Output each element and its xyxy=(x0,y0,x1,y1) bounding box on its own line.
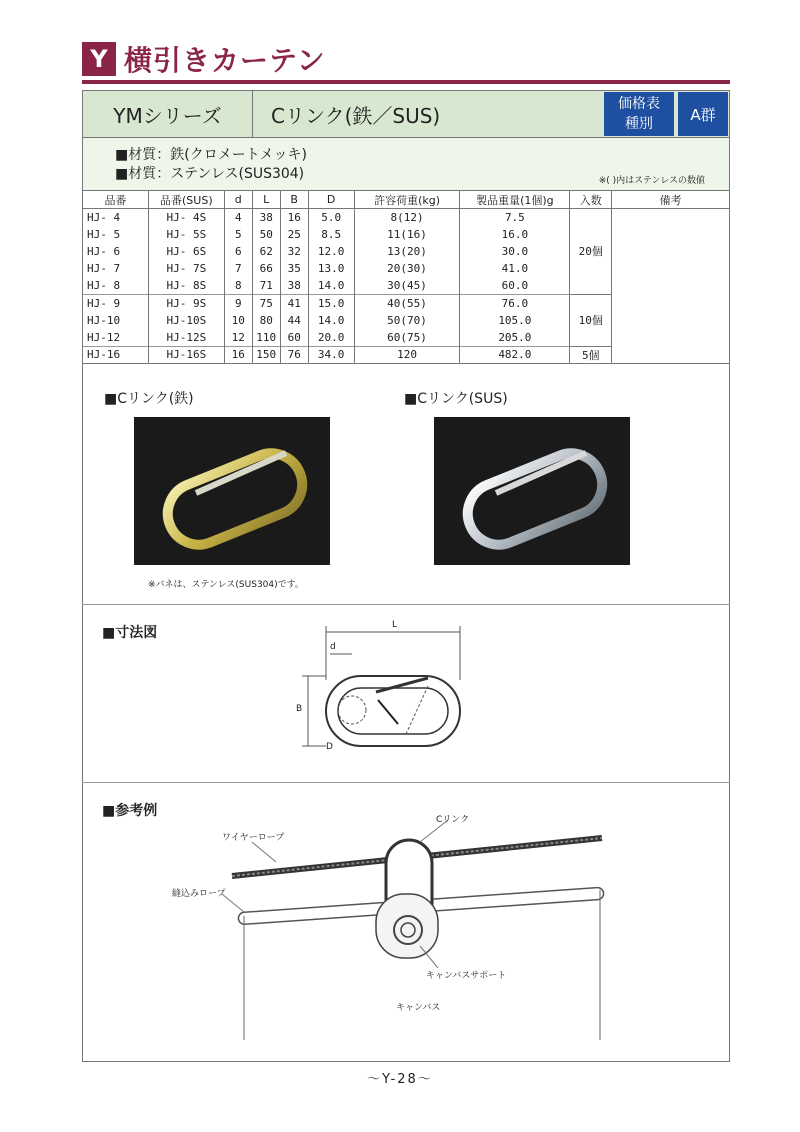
table-cell: 12 xyxy=(224,329,252,346)
table-cell: 71 xyxy=(252,277,280,294)
table-cell: 482.0 xyxy=(460,346,570,363)
table-cell: 13.0 xyxy=(308,260,354,277)
table-cell: 8(12) xyxy=(354,209,460,226)
table-cell: 20(30) xyxy=(354,260,460,277)
table-cell: 76.0 xyxy=(460,294,570,311)
table-cell: 11(16) xyxy=(354,226,460,243)
table-cell: 30(45) xyxy=(354,277,460,294)
table-cell: 20.0 xyxy=(308,329,354,346)
table-cell: 10 xyxy=(224,312,252,329)
table-cell: 75 xyxy=(252,294,280,311)
table-cell: 16.0 xyxy=(460,226,570,243)
table-cell: 62 xyxy=(252,243,280,260)
table-cell: HJ- 8 xyxy=(83,277,149,294)
table-cell: 5.0 xyxy=(308,209,354,226)
table-cell: 35 xyxy=(280,260,308,277)
col-header: L xyxy=(252,191,280,209)
dim-label-D: D xyxy=(326,742,333,752)
material-note: ※( )内はステンレスの数値 xyxy=(598,176,705,186)
table-cell: 60.0 xyxy=(460,277,570,294)
table-cell: 110 xyxy=(252,329,280,346)
table-cell: 8.5 xyxy=(308,226,354,243)
col-header: B xyxy=(280,191,308,209)
price-label-line2: 種別 xyxy=(625,116,653,132)
table-cell: 38 xyxy=(252,209,280,226)
table-cell: 60 xyxy=(280,329,308,346)
table-cell: HJ- 5S xyxy=(148,226,224,243)
series-name: YMシリーズ xyxy=(83,91,253,137)
table-cell: HJ- 4S xyxy=(148,209,224,226)
table-cell: 80 xyxy=(252,312,280,329)
table-cell: 15.0 xyxy=(308,294,354,311)
table-cell: 105.0 xyxy=(460,312,570,329)
table-cell: HJ- 7S xyxy=(148,260,224,277)
table-cell: 14.0 xyxy=(308,312,354,329)
col-header: 品番(SUS) xyxy=(148,191,224,209)
label-canvas: キャンバス xyxy=(396,1003,441,1013)
table-cell: HJ- 5 xyxy=(83,226,149,243)
col-header: 入数 xyxy=(570,191,612,209)
category-badge: Y xyxy=(82,42,116,76)
qty-cell: 5個 xyxy=(570,346,612,363)
table-cell: HJ- 4 xyxy=(83,209,149,226)
table-cell: 60(75) xyxy=(354,329,460,346)
table-cell: 13(20) xyxy=(354,243,460,260)
dim-label-L: L xyxy=(392,620,398,630)
table-cell: HJ-10 xyxy=(83,312,149,329)
col-header: d xyxy=(224,191,252,209)
table-cell: HJ- 6S xyxy=(148,243,224,260)
table-cell: 7.5 xyxy=(460,209,570,226)
table-cell: 44 xyxy=(280,312,308,329)
table-cell: 9 xyxy=(224,294,252,311)
col-header: 品番 xyxy=(83,191,149,209)
col-header: 許容荷重(kg) xyxy=(354,191,460,209)
qty-cell: 20個 xyxy=(570,209,612,295)
table-cell: 120 xyxy=(354,346,460,363)
col-header: 備考 xyxy=(612,191,730,209)
table-cell: 6 xyxy=(224,243,252,260)
table-cell: 41 xyxy=(280,294,308,311)
table-cell: 41.0 xyxy=(460,260,570,277)
product-name: Cリンク(鉄／SUS) xyxy=(271,103,441,128)
dim-label-d: d xyxy=(330,642,336,652)
col-header: D xyxy=(308,191,354,209)
table-cell: 38 xyxy=(280,277,308,294)
table-cell: 30.0 xyxy=(460,243,570,260)
table-cell: HJ-16S xyxy=(148,346,224,363)
table-cell: 16 xyxy=(280,209,308,226)
photo-label-sus: ■Cリンク(SUS) xyxy=(404,391,508,407)
price-label-line1: 価格表 xyxy=(618,96,660,112)
table-cell: 7 xyxy=(224,260,252,277)
table-cell: HJ-10S xyxy=(148,312,224,329)
photo-label-iron: ■Cリンク(鉄) xyxy=(104,391,194,407)
spring-note: ※バネは、ステンレス(SUS304)です。 xyxy=(148,580,304,590)
reference-section-title: ■参考例 xyxy=(102,803,158,819)
dimension-section-title: ■寸法図 xyxy=(102,625,158,641)
table-cell: 50 xyxy=(252,226,280,243)
table-cell: 12.0 xyxy=(308,243,354,260)
table-cell: HJ- 8S xyxy=(148,277,224,294)
table-cell: HJ- 9 xyxy=(83,294,149,311)
table-cell: HJ- 9S xyxy=(148,294,224,311)
table-cell: 150 xyxy=(252,346,280,363)
table-cell: 5 xyxy=(224,226,252,243)
qty-cell: 10個 xyxy=(570,294,612,346)
table-cell: 205.0 xyxy=(460,329,570,346)
table-cell: 40(55) xyxy=(354,294,460,311)
label-sewn-rope: 縫込みロープ xyxy=(172,889,226,899)
table-cell: HJ-12 xyxy=(83,329,149,346)
table-cell: HJ-16 xyxy=(83,346,149,363)
table-cell: 25 xyxy=(280,226,308,243)
material-sus: ■材質：ステンレス(SUS304) xyxy=(115,166,305,182)
price-group-badge: A群 xyxy=(678,92,728,136)
page-number: ～Y-28～ xyxy=(367,1072,433,1087)
table-cell: 16 xyxy=(224,346,252,363)
material-iron: ■材質：鉄(クロメートメッキ) xyxy=(115,147,308,163)
label-canvas-support: キャンバスサポート xyxy=(426,971,507,981)
label-c-link: Cリンク xyxy=(436,815,470,825)
table-cell: 4 xyxy=(224,209,252,226)
page-title: 横引きカーテン xyxy=(124,44,326,77)
col-header: 製品重量(1個)g xyxy=(460,191,570,209)
table-cell: 76 xyxy=(280,346,308,363)
label-wire-rope: ワイヤーロープ xyxy=(222,833,285,843)
table-cell: HJ- 6 xyxy=(83,243,149,260)
table-cell: 32 xyxy=(280,243,308,260)
table-cell: HJ- 7 xyxy=(83,260,149,277)
table-cell: 66 xyxy=(252,260,280,277)
dim-label-B: B xyxy=(296,704,303,714)
table-cell: 50(70) xyxy=(354,312,460,329)
table-cell: 34.0 xyxy=(308,346,354,363)
table-cell: 8 xyxy=(224,277,252,294)
table-cell: HJ-12S xyxy=(148,329,224,346)
table-cell: 14.0 xyxy=(308,277,354,294)
